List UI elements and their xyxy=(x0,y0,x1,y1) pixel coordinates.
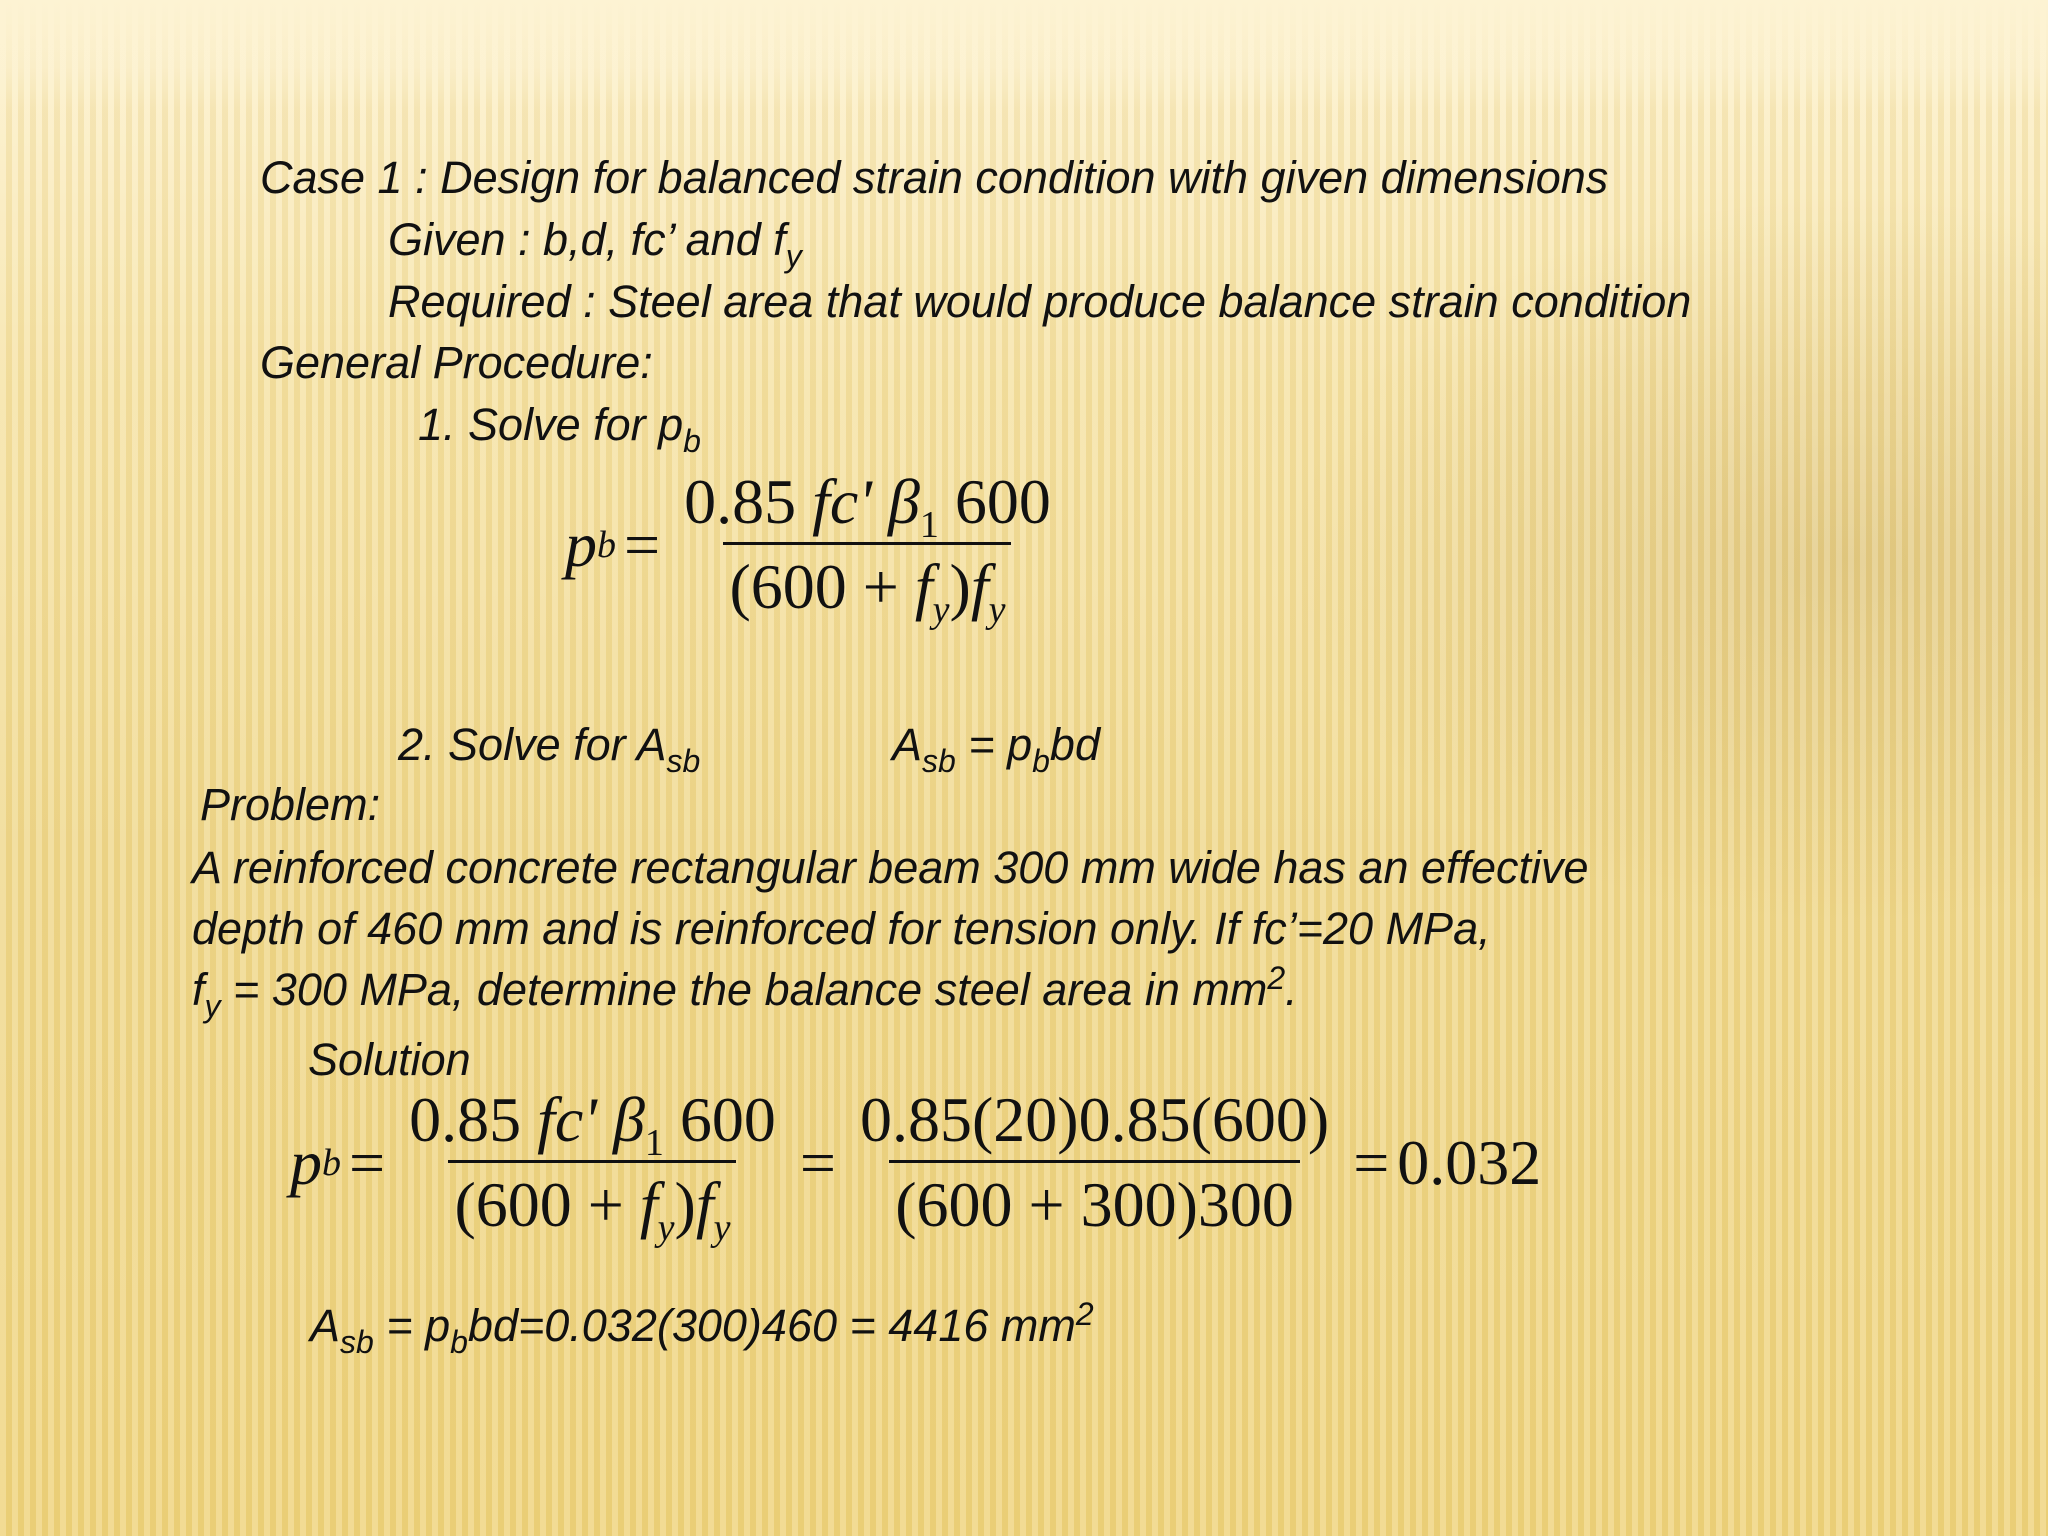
solution-formula: p b = $\frac{0.85 fc' \beta_1 600}{(600 + f_y)f_y}$ = $\frac{0.85(20)0.85(600)}{(600 + 300)300}$ = 0.032 xyxy=(290,1084,1542,1249)
steel-area-formula: $A_{sb} = p_bbd$ xyxy=(892,719,1100,779)
procedure-heading: General Procedure: xyxy=(260,337,653,388)
final-steel-area: $A_{sb} = p_bbd=0.032(300)460 = 4416$ $mm^2$ xyxy=(310,1296,1094,1360)
problem-text-line-3: $f_y = 300$ MPa, determine the balance steel area in $mm^2$. xyxy=(192,960,1298,1024)
procedure-step-2: 2. Solve for $A_{sb}$ xyxy=(398,719,701,779)
given-line: Given : b,d, fc’ and $f_y$ xyxy=(388,214,802,274)
solution-result: 0.032 xyxy=(1397,1126,1542,1198)
problem-text-line-2: depth of 460 mm and is reinforced for tension only. If fc’=20 MPa, xyxy=(192,903,1491,954)
required-line: Required : Steel area that would produce balance strain condition xyxy=(388,276,1692,327)
slide-background-fade xyxy=(0,0,2048,110)
solution-fraction-symbolic: $\frac{0.85 fc' \beta_1 600}{(600 + f_y)f_y}$ xyxy=(409,1084,776,1249)
problem-text-line-1: A reinforced concrete rectangular beam 300 mm wide has an effective xyxy=(192,842,1589,893)
formula-fraction: $\frac{0.85 fc' \beta_1 600}{(600 + f_y)f_y}$ xyxy=(684,466,1051,631)
solution-heading: Solution xyxy=(308,1034,471,1085)
solution-fraction-numeric: $\frac{0.85(20)0.85(600)}{(600 + 300)300}$ xyxy=(859,1084,1330,1240)
balanced-ratio-formula: p b = $\frac{0.85 fc' \beta_1 600}{(600 + f_y)f_y}$ xyxy=(565,470,1067,619)
case-title: Case 1 : Design for balanced strain condition with given dimensions xyxy=(260,152,1609,203)
procedure-step-1: 1. Solve for $p_b$ xyxy=(418,399,701,459)
problem-heading: Problem: xyxy=(200,779,381,830)
